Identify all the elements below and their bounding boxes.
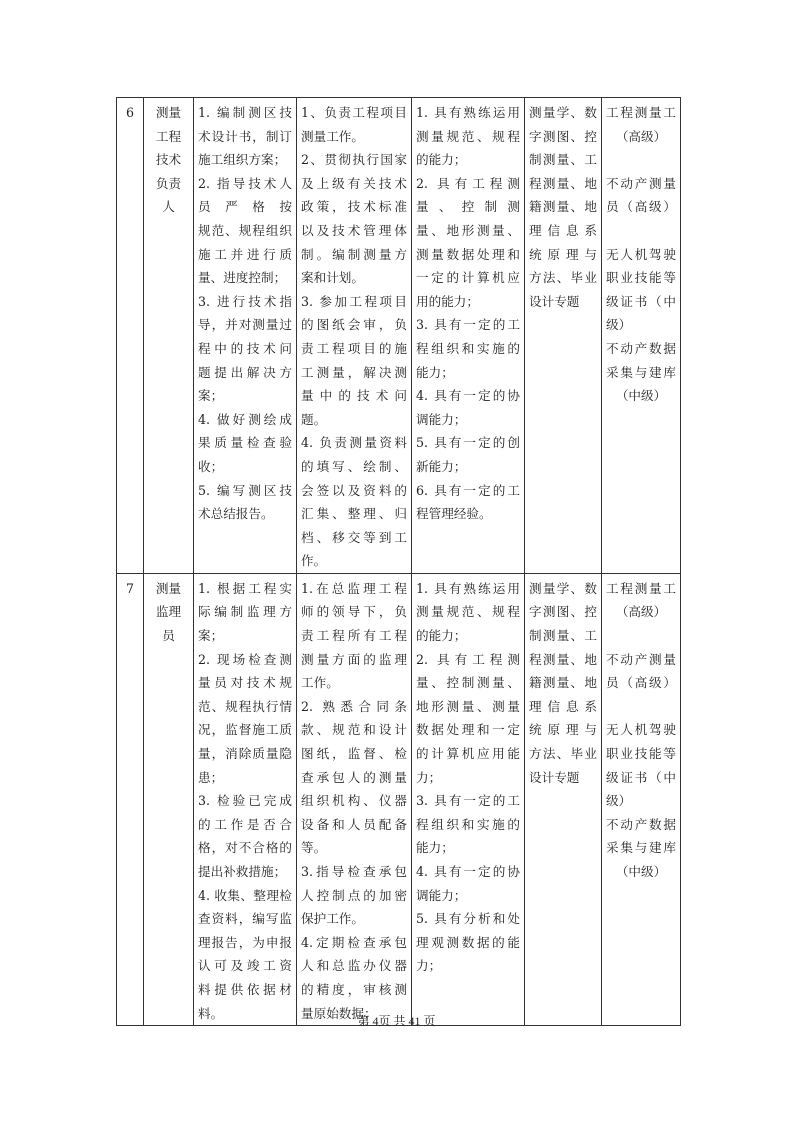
cell-text-line: 设计专题 [529,769,580,785]
cell-text-line: 收； [198,458,224,474]
cell-text-line: 力； [416,769,442,785]
cell-text-line: 的计算机应用能 [416,746,520,762]
row-number: 7 [117,573,144,1025]
cell-text-line: 程组织和实施的 [416,340,520,356]
cell-text-line: 能力； [416,364,454,380]
certificate-line: 级） [606,317,632,333]
cell-text-line: 导，并对测量过 [198,317,292,333]
abilities-cell [412,573,525,1025]
cell-text-line: 的工作是否合 [198,816,292,832]
job-requirements-table [116,97,681,1026]
courses-cell [525,573,602,1025]
cell-text-line: 量中的技术问 [301,388,407,404]
cell-text-line: 档、移交等到工 [301,529,407,545]
cell-text-line: 等。 [301,840,327,856]
cell-text-line: 人控制点的加密 [301,887,407,903]
certificates-cell [602,98,681,574]
cell-text-line: 制测量、工 [529,628,597,644]
cell-text-line: 保护工作。 [301,911,364,927]
cell-text-line: 一定的计算机应 [416,270,520,286]
cell-text-line: 测量数据处理和 [416,246,520,262]
position-name-line: 测量 [155,105,182,120]
cell-text-line: 认可及竣工资 [198,958,292,974]
cell-text-line: 4. 具有一定的协 [416,864,520,879]
cell-text-line: 数据处理和一定 [416,722,520,738]
cell-text-line: 测量规范、规程 [416,604,520,620]
cell-text-line: 汇集、整理、归 [301,506,407,522]
abilities-cell [412,98,525,574]
responsibilities-cell [297,98,412,574]
certificate-item [606,101,676,148]
cell-text-line: 程中的技术问 [198,340,292,356]
cell-text-line: 图纸，监督、检 [301,746,407,762]
cell-text-line: 2、贯彻执行国家 [301,152,407,168]
cell-text-line: 2. 现场检查测 [198,651,292,667]
cell-text-line: 测量工作。 [301,128,364,144]
cell-text-line: 际编制监理方 [198,604,292,620]
duties-cell [194,573,297,1025]
cell-text-line: 3. 进行技术指 [198,293,292,309]
cell-text-line: 的图纸会审，负 [301,317,407,333]
duties-cell [194,98,297,574]
cell-text-line: 施工组织方案； [198,152,287,168]
certificate-line: 级） [606,793,632,809]
cell-text-line: 3.指导检查承包 [301,864,407,879]
cell-text-line: 果质量检查验 [198,435,292,451]
cell-text-line: 测量方面的监理 [301,651,407,667]
row-number: 6 [117,98,144,574]
table-row [117,98,681,574]
cell-text-line: 范、规程执行情 [198,698,292,714]
cell-text-line: 5. 编写测区技 [198,482,292,498]
cell-text-line: 2. 指导技术人 [198,175,292,191]
page-footer: 第 4页 共 41 页 [357,1014,436,1028]
certificate-line: 不动产测量 [606,651,676,667]
cell-text-line: 案和计划。 [301,270,364,286]
spacer [606,219,676,243]
cell-text-line: 工作。 [301,675,339,691]
cell-text-line: 题。 [301,411,327,427]
certificate-item [606,718,676,812]
cell-text-line: 用的能力； [416,293,479,309]
certificate-item [606,813,676,884]
cell-text-line: 6. 具有一定的工 [416,482,520,498]
cell-text-line: 款、规范和设计 [301,722,407,738]
spacer [606,624,676,648]
cell-text-line: 籍测量、地 [529,199,597,215]
cell-text-line: 量，消除质量隐 [198,746,292,762]
cell-text-line: 1. 根据工程实 [198,580,292,596]
cell-text-line: 1. 具有熟练运用 [416,105,520,120]
cell-text-line: 量、进度控制； [198,270,287,286]
cell-text-line: 籍测量、地 [529,675,597,691]
certificate-line: （高级） [615,128,667,144]
cell-text-line: 调能力； [416,411,467,427]
cell-text-line: 程测量、地 [529,175,597,191]
cell-text-line: 1. 编制测区技 [198,105,292,120]
cell-text-line: 3. 检验已完成 [198,793,292,809]
cell-text-line: 4.定期检查承包 [301,934,407,950]
cell-text-line: 量、控制测 [416,199,520,215]
position-name [144,98,194,574]
cell-text-line: 理观测数据的能 [416,934,520,950]
cell-text-line: 料。 [198,1005,224,1021]
cell-text-line: 查承包人的测量 [301,769,407,785]
certificate-line: 员（高级） [606,675,676,691]
certificate-line: 无人机驾驶 [606,722,676,738]
cell-text-line: 程测量、地 [529,651,597,667]
cell-text-line: 制测量、工 [529,152,597,168]
certificate-item [606,337,676,408]
cell-text-line: 5. 具有分析和处 [416,911,520,927]
cell-text-line: 人和总监办仪器 [301,958,407,974]
cell-text-line: 以及技术管理体 [301,222,407,238]
cell-text-line: 责工程项目的施 [301,340,407,356]
cell-text-line: 组织机构、仪器 [301,793,407,809]
cell-text-line: 量、地形测量、 [416,222,520,238]
cell-text-line: 师的领导下，负 [301,604,407,620]
cell-text-line: 况，监督施工质 [198,722,292,738]
cell-text-line: 的能力； [416,628,467,644]
cell-text-line: 政策，技术标准 [301,199,407,215]
cell-text-line: 4. 负责测量资料 [301,435,407,451]
cell-text-line: 4. 具有一定的协 [416,388,520,404]
cell-text-line: 1、负责工程项目 [301,105,407,120]
spacer [606,148,676,172]
cell-text-line: 程管理经验。 [416,506,492,522]
certificate-line: （中级） [615,388,667,404]
cell-text-line: 案； [198,388,224,404]
certificate-line: 不动产数据 [606,816,676,832]
cell-text-line: 测量学、数 [529,105,597,120]
cell-text-line: 2. 具有工程测 [416,651,520,667]
cell-text-line: 格，对不合格的 [198,840,292,856]
position-name [144,573,194,1025]
certificate-line: 员（高级） [606,199,676,215]
courses-cell [525,98,602,574]
cell-text-line: 的填写、绘制、 [301,458,407,474]
cell-text-line: 理信息系 [529,698,597,714]
certificate-line: 不动产数据 [606,340,676,356]
cell-text-line: 方法、毕业 [529,746,597,762]
cell-text-line: 字测图、控 [529,128,597,144]
cell-text-line: 患； [198,769,224,785]
table-row [117,573,681,1025]
certificate-line: 级证书（中 [606,293,676,309]
cell-text-line: 方法、毕业 [529,270,597,286]
cell-text-line: 测量学、数 [529,580,597,596]
certificate-line: 采集与建库 [606,840,676,856]
cell-text-line: 能力； [416,840,454,856]
cell-text-line: 1. 具有熟练运用 [416,580,520,596]
cell-text-line: 工测量，解决测 [301,364,407,380]
certificate-line: 工程测量工 [606,580,676,596]
certificate-item [606,243,676,337]
cell-text-line: 制。编制测量方 [301,246,407,262]
position-name-line: 技术 [155,152,182,168]
cell-text-line: 调能力； [416,887,467,903]
cell-text-line: 4. 收集、整理检 [198,887,292,903]
cell-text-line: 术设计书，制订 [198,128,292,144]
cell-text-line: 作。 [301,553,327,569]
cell-text-line: 员严格按 [198,199,292,215]
cell-text-line: 新能力； [416,458,467,474]
certificate-line: （高级） [615,604,667,620]
position-name-line: 监理 [155,604,182,620]
certificate-line: 不动产测量 [606,175,676,191]
position-name-line: 员 [162,628,175,644]
cell-text-line: 理报告，为申报 [198,934,292,950]
certificate-line: 级证书（中 [606,769,676,785]
certificate-line: 采集与建库 [606,364,676,380]
cell-text-line: 查资料，编写监 [198,911,292,927]
cell-text-line: 题提出解决方 [198,364,292,380]
cell-text-line: 5. 具有一定的创 [416,435,520,451]
cell-text-line: 责工程所有工程 [301,628,407,644]
cell-text-line: 3. 具有一定的工 [416,793,520,809]
cell-text-line: 理信息系 [529,222,597,238]
position-name-line: 工程 [155,128,182,144]
cell-text-line: 程组织和实施的 [416,816,520,832]
cell-text-line: 3. 参加工程项目 [301,293,407,309]
cell-text-line: 量、控制测量、 [416,675,520,691]
cell-text-line: 术总结报告。 [198,506,274,522]
cell-text-line: 提出补救措施； [198,864,287,879]
table-body [117,98,681,1026]
position-name-line: 测量 [155,580,182,596]
cell-text-line: 地形测量、测量 [416,698,520,714]
cell-text-line: 的精度，审核测 [301,981,407,997]
cell-text-line: 2. 具有工程测 [416,175,520,191]
certificate-line: 职业技能等 [606,746,676,762]
responsibilities-cell [297,573,412,1025]
cell-text-line: 统原理与 [529,722,597,738]
cell-text-line: 案； [198,628,224,644]
position-name-line: 人 [162,199,175,215]
cell-text-line: 施工并进行质 [198,246,292,262]
cell-text-line: 统原理与 [529,246,597,262]
cell-text-line: 设备和人员配备 [301,816,407,832]
cell-text-line: 设计专题 [529,293,580,309]
position-name-line: 负责 [155,175,182,191]
cell-text-line: 力； [416,958,442,974]
certificate-item [606,577,676,624]
cell-text-line: 的能力； [416,152,467,168]
cell-text-line: 料提供依据材 [198,981,292,997]
cell-text-line: 量员对技术规 [198,675,292,691]
certificate-line: 无人机驾驶 [606,246,676,262]
cell-text-line: 3. 具有一定的工 [416,317,520,333]
cell-text-line: 2. 熟悉合同条 [301,698,407,714]
cell-text-line: 测量规范、规程 [416,128,520,144]
certificate-item [606,648,676,695]
cell-text-line: 规范、规程组织 [198,222,292,238]
cell-text-line: 会签以及资料的 [301,482,407,498]
certificate-line: 工程测量工 [606,105,676,120]
certificates-cell [602,573,681,1025]
cell-text-line: 字测图、控 [529,604,597,620]
cell-text-line: 4. 做好测绘成 [198,411,292,427]
certificate-line: （中级） [615,864,667,879]
spacer [606,695,676,719]
cell-text-line: 量原始数据； [301,1005,377,1021]
certificate-item [606,172,676,219]
certificate-line: 职业技能等 [606,270,676,286]
cell-text-line: 及上级有关技术 [301,175,407,191]
cell-text-line: 1.在总监理工程 [301,580,407,596]
